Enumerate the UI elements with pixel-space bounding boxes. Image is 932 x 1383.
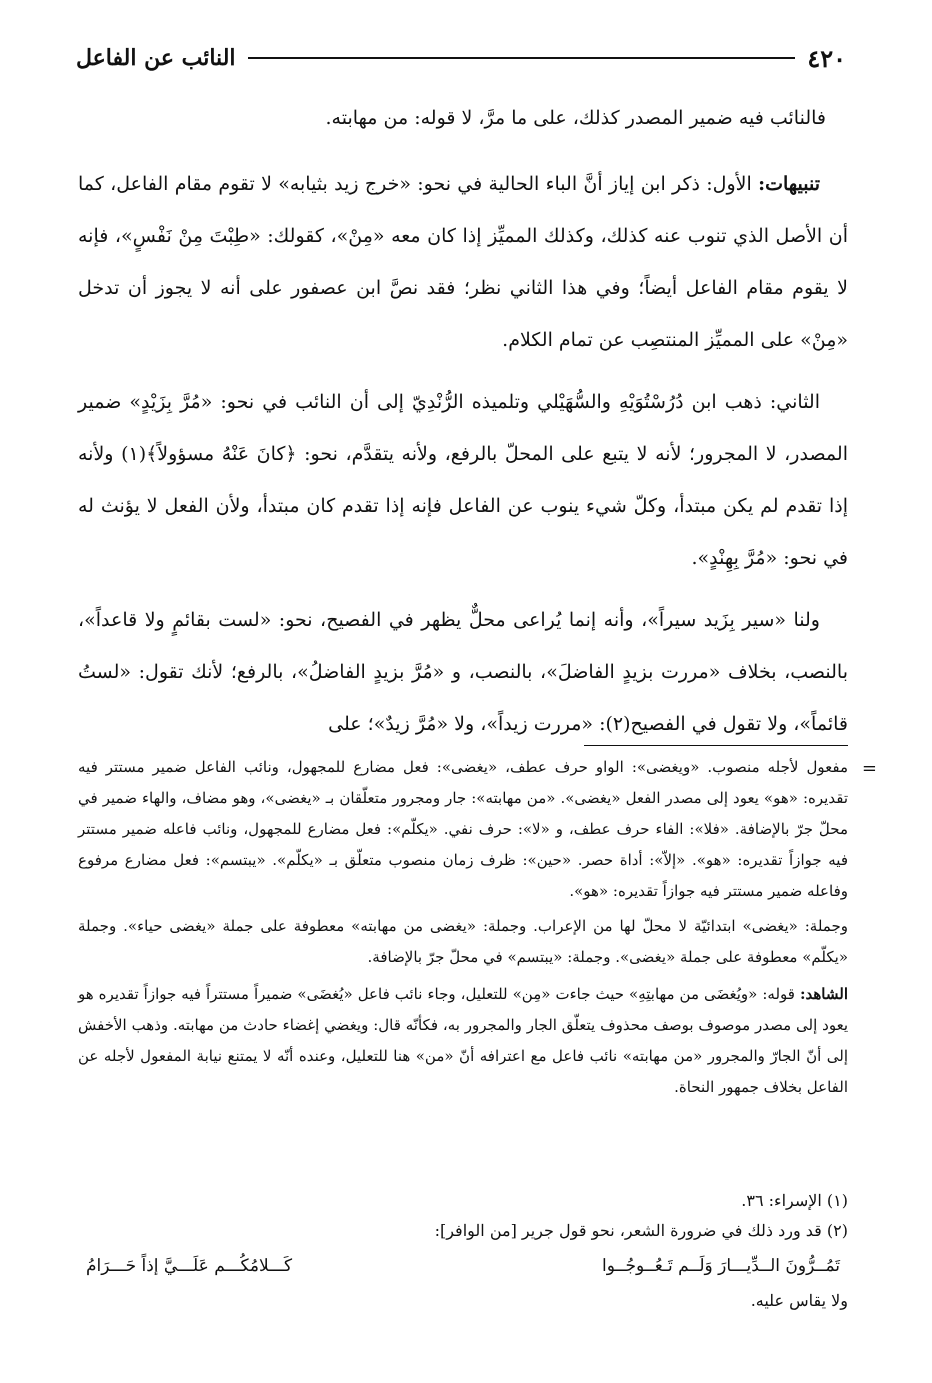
notes-label: تنبيهات: [758, 173, 820, 195]
header-rule [248, 57, 796, 59]
footnote-parsing: مفعول لأجله منصوب. «ويغضى»: الواو حرف عطف، «يغضى»: فعل مضارع للمجهول، ونائب الفاعل ضمير مستتر فيه تقديره: «هو» يعود إلى مصدر الفعل «يغضى». «من مهابته»: جار ومجرور متعلّقان بـ «يغضى»، وهو مضاف، والهاء ضمير في محلّ جرّ بالإضافة. «فلا»: الفاء حرف عطف، و «لا»: حرف نفي. «يكلّم»: فعل مضارع للمجهول، ونائب فاعله ضمير مستتر فيه جوازاً تقديره: «هو». «إلاّ»: أداة حصر. «حين»: ظرف زمان منصوب متعلّق بـ «يكلّم». «يبتسم»: فعل مضارع مرفوع وفاعله ضمير مستتر فيه جوازاً تقديره: «هو». [78, 758, 848, 900]
reference-3: ولا يقاس عليه. [750, 1291, 848, 1310]
main-text [78, 92, 848, 760]
paragraph-4: ولنا «سير بِزَيد سيراً»، وأنه إنما يُراعى محلٌّ يظهر في الفصيح، نحو: «لست بقائمٍ ولا قاعداً»، بالنصب، بخلاف «مررت بزيدٍ الفاضلَ»، بالنصب، و «مُرَّ بزيدٍ الفاضلُ»، بالرفع؛ لأنك تقول: «لستُ قائماً»، ولا تقول في الفصيح(٢): «مررت زيداً»، ولا «مُرَّ زيدٌ»؛ على [78, 609, 848, 735]
reference-2: (٢) قد ورد ذلك في ضرورة الشعر، نحو قول جرير [من الوافر]: [434, 1221, 848, 1240]
page-number: ٤٢٠ [807, 43, 846, 73]
paragraph-2 [78, 158, 848, 366]
paragraph-3: الثاني: ذهب ابن دُرُسْتُوَيْهِ والسُّهَيْلي وتلميذه الرُّنْدِيّ إلى أن النائب في نحو: «مُرَّ بِزَيْدٍ» ضمير المصدر، لا المجرور؛ لأنه لا يتبع على المحلّ بالرفع، ولأنه يتقدَّم، نحو: ﴿كانَ عَنْهُ مسؤولاً﴾(١) ولأنه إذا تقدم لم يكن مبتدأ، وكلّ شيء ينوب عن الفاعل فإنه إذا تقدم كان مبتدأ، ولأن الفعل لا يؤنث له في نحو: «مُرَّ بِهِنْدٍ». [78, 391, 848, 569]
references [78, 1186, 848, 1316]
footnote-sentences: وجملة: «يغضى» ابتدائيّة لا محلّ لها من الإعراب. وجملة: «يغضى من مهابته» معطوفة على جملة «يغضى حياء». وجملة «يكلّم» معطوفة على جملة «يغضى». وجملة: «يبتسم» في محلّ جرّ بالإضافة. [78, 917, 848, 966]
poem-verse [78, 1246, 848, 1286]
page-header [76, 38, 846, 78]
verse-second-hemistich: كَـــلامُكُـــم عَلَـــيَّ إذاً حَـــرَامُ [86, 1256, 293, 1276]
paragraph-1: فالنائب فيه ضمير المصدر كذلك، على ما مرَّ، لا قوله: من مهابته. [325, 107, 826, 129]
paragraph-2-text: الأول: ذكر ابن إياز أنَّ الباء الحالية في نحو: «خرج زيد بثيابه» لا تقوم مقام الفاعل، كما أن الأصل الذي تنوب عنه كذلك، وكذلك المميِّز إذا كان معه «مِنْ»، كقولك: «طِبْتَ مِنْ نَفْسٍ»، فإنه لا يقوم مقام الفاعل أيضاً؛ وفي هذا الثاني نظر؛ فقد نصَّ ابن عصفور على أنه لا يجوز أن تدخل «مِنْ» على المميِّز المنتصِب عن تمام الكلام. [78, 173, 848, 351]
footnote-rule [584, 745, 848, 746]
continuation-marker: = [861, 758, 877, 779]
verse-first-hemistich: تَمُــرُّونَ الــدِّيـــارَ وَلَــم تَـعُــوجُــوا [602, 1256, 840, 1276]
running-title: النائب عن الفاعل [76, 45, 236, 71]
evidence-label: الشاهد: [799, 985, 848, 1003]
reference-1: (١) الإسراء: ٣٦. [741, 1191, 848, 1210]
footnotes [78, 752, 848, 1107]
evidence-text: قوله: «ويُغضَى من مهابتِهِ» حيث جاءت «مِن» للتعليل، وجاء نائب فاعل «يُغضَى» ضميراً مستتراً فيه جوازاً تقديره هو يعود إلى مصدر موصوف بوصف محذوف يتعلّق الجار والمجرور به، فكأنّه قال: ويغضي إغضاء حادث من مهابته. وذهب الأخفش إلى أنّ الجارّ والمجرور «من مهابته» نائب فاعل مع اعترافه أنّ «من» هنا للتعليل، وعنده أنّه لا يمتنع نيابة المفعول لأجله عن الفاعل بخلاف جمهور النحاة. [78, 985, 848, 1096]
footnote-evidence [78, 979, 848, 1103]
